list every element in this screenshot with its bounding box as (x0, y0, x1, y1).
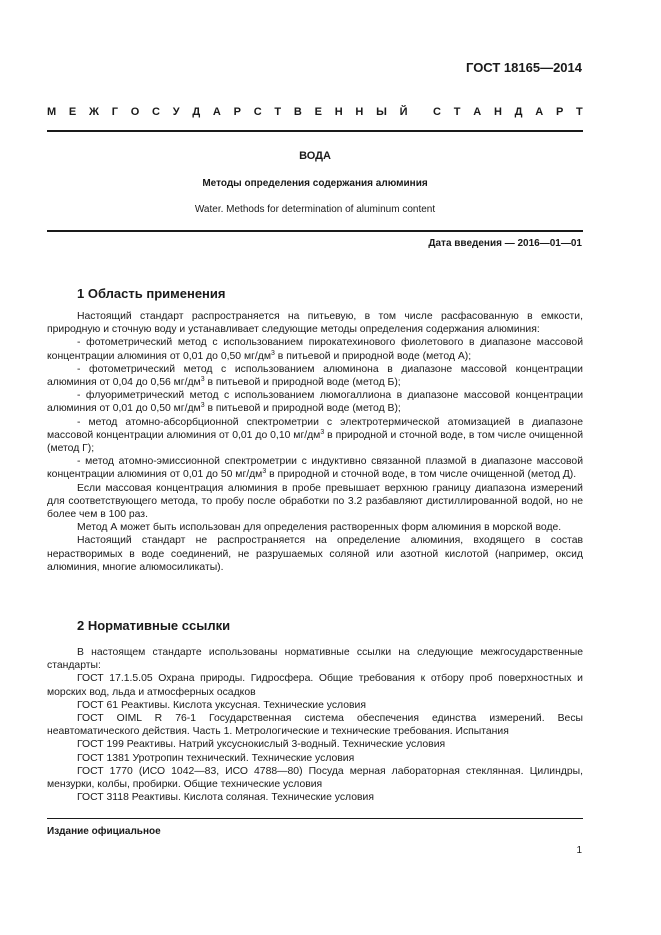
banner-letter: Е (68, 106, 77, 118)
banner-letter: Н (493, 106, 502, 118)
banner-letter: В (293, 106, 302, 118)
banner-letter: Е (314, 106, 322, 118)
banner-letter: Н (334, 106, 343, 118)
banner-letter: О (130, 106, 140, 118)
reference-item: ГОСТ 3118 Реактивы. Кислота соляная. Технические условия (77, 792, 374, 804)
section-heading-scope: 1 Область применения (77, 286, 226, 301)
paragraph: Настоящий стандарт не распространяется на определение алюминия, входящего в состав нерастворимых в воде соединений, не разрушаемых соляной или азотной кислотой (например, оксид алюминия, многие алюмосиликаты). (47, 535, 583, 573)
banner-letter: Р (233, 106, 241, 118)
reference-item: ГОСТ 199 Реактивы. Натрий уксуснокислый 3-водный. Технические условия (77, 739, 446, 751)
banner-letter: Д (514, 106, 523, 118)
banner-letter: Ж (89, 106, 99, 118)
document-title: ВОДА (299, 150, 331, 162)
banner-letter: Й (399, 106, 408, 118)
banner-letter: Т (274, 106, 282, 118)
reference-item: ГОСТ 61 Реактивы. Кислота уксусная. Технические условия (77, 699, 366, 711)
banner-letter: Ы (376, 106, 387, 118)
reference-item: ГОСТ 17.1.5.05 Охрана природы. Гидросфера. Общие требования к отбору проб поверхностных и морских вод, льда и атмосферных осадков (47, 673, 583, 698)
reference-item: ГОСТ 1381 Уротропин технический. Технические условия (77, 752, 355, 764)
banner-letter: Г (111, 106, 118, 118)
interstate-standard-banner (47, 106, 583, 118)
banner-letter: М (47, 106, 57, 118)
banner-letter: А (473, 106, 482, 118)
banner-letter: Р (555, 106, 564, 118)
introduction-date: Дата введения — 2016—01—01 (428, 238, 582, 249)
paragraph: Метод А может быть использован для определения растворенных форм алюминия в морской воде. (77, 522, 562, 534)
reference-item: ГОСТ OIML R 76-1 Государственная система обеспечения единства измерений. Весы неавтоматического действия. Часть 1. Метрологические и технические требования. Испытания (47, 713, 583, 738)
english-title: Water. Methods for determination of aluminum content (194, 204, 436, 215)
paragraph: В настоящем стандарте использованы нормативные ссылки на следующие межгосударственные стандарты: (47, 647, 583, 672)
paragraph: Настоящий стандарт распространяется на питьевую, в том числе расфасованную в емкости, природную и сточную воду и устанавливает следующие методы определения содержания алюминия: (47, 311, 583, 336)
banner-letter: Т (576, 106, 583, 118)
title-divider (47, 230, 583, 232)
section-scope-body (47, 310, 583, 574)
method-item: - флуориметрический метод с использованием люмогаллиона в диапазоне массовой концентрации алюминия от 0,01 до 0,50 $мг/дм^3$ в питьевой и природной воде (метод В); (47, 390, 583, 415)
standard-number: ГОСТ 18165—2014 (466, 60, 582, 75)
banner-letter: С (253, 106, 262, 118)
official-edition-label: Издание официальное (47, 826, 161, 837)
reference-item: ГОСТ 1770 (ИСО 1042—83, ИСО 4788—80) Посуда мерная лабораторная стеклянная. Цилиндры, мензурки, колбы, пробирки. Общие технические условия (47, 765, 583, 791)
paragraph: Если массовая концентрация алюминия в пробе превышает верхнюю границу диапазона измерений для соответствующего метода, то пробу после обработки по 3.2 разбавляют дистиллированной водой, но не более чем в 100 раз. (47, 482, 583, 521)
banner-letter: У (172, 106, 180, 118)
footer-divider (47, 818, 583, 819)
section-heading-references: 2 Нормативные ссылки (77, 618, 231, 633)
banner-letter: С (433, 106, 441, 118)
method-item: - фотометрический метод с использованием алюминона в диапазоне массовой концентрации алюминия от 0,04 до 0,56 $мг/дм^3$ в питьевой и природной воде (метод Б); (47, 363, 583, 389)
banner-letter: Д (192, 106, 201, 118)
method-item: - метод атомно-абсорбционной спектрометрии с электротермической атомизацией в диапазоне массовой концентрации алюминия от 0,01 до 0,10 $мг/дм^3$ в природной и сточной воде, в том числе очищенной (метод Г); (47, 416, 583, 455)
top-divider (47, 130, 583, 132)
banner-letter: Н (355, 106, 364, 118)
banner-letter: А (535, 106, 544, 118)
banner-letter: Т (453, 106, 461, 118)
method-item: - фотометрический метод с использованием пирокатехинового фиолетового в диапазоне массовой концентрации алюминия от 0,01 до 0,50 $мг/дм^3$ в питьевой и природной воде (метод А); (47, 337, 583, 362)
section-references-body (47, 646, 583, 804)
page-number: 1 (576, 845, 582, 856)
method-item: - метод атомно-эмиссионной спектрометрии с индуктивно связанной плазмой в диапазоне массовой концентрации алюминия от 0,01 до 50 $мг/дм^3$ в природной и сточной воде, в том числе очищенной (метод Д). (47, 456, 583, 481)
banner-letter: С (152, 106, 160, 118)
banner-letter: А (212, 106, 221, 118)
document-subtitle: Методы определения содержания алюминия (202, 178, 428, 189)
